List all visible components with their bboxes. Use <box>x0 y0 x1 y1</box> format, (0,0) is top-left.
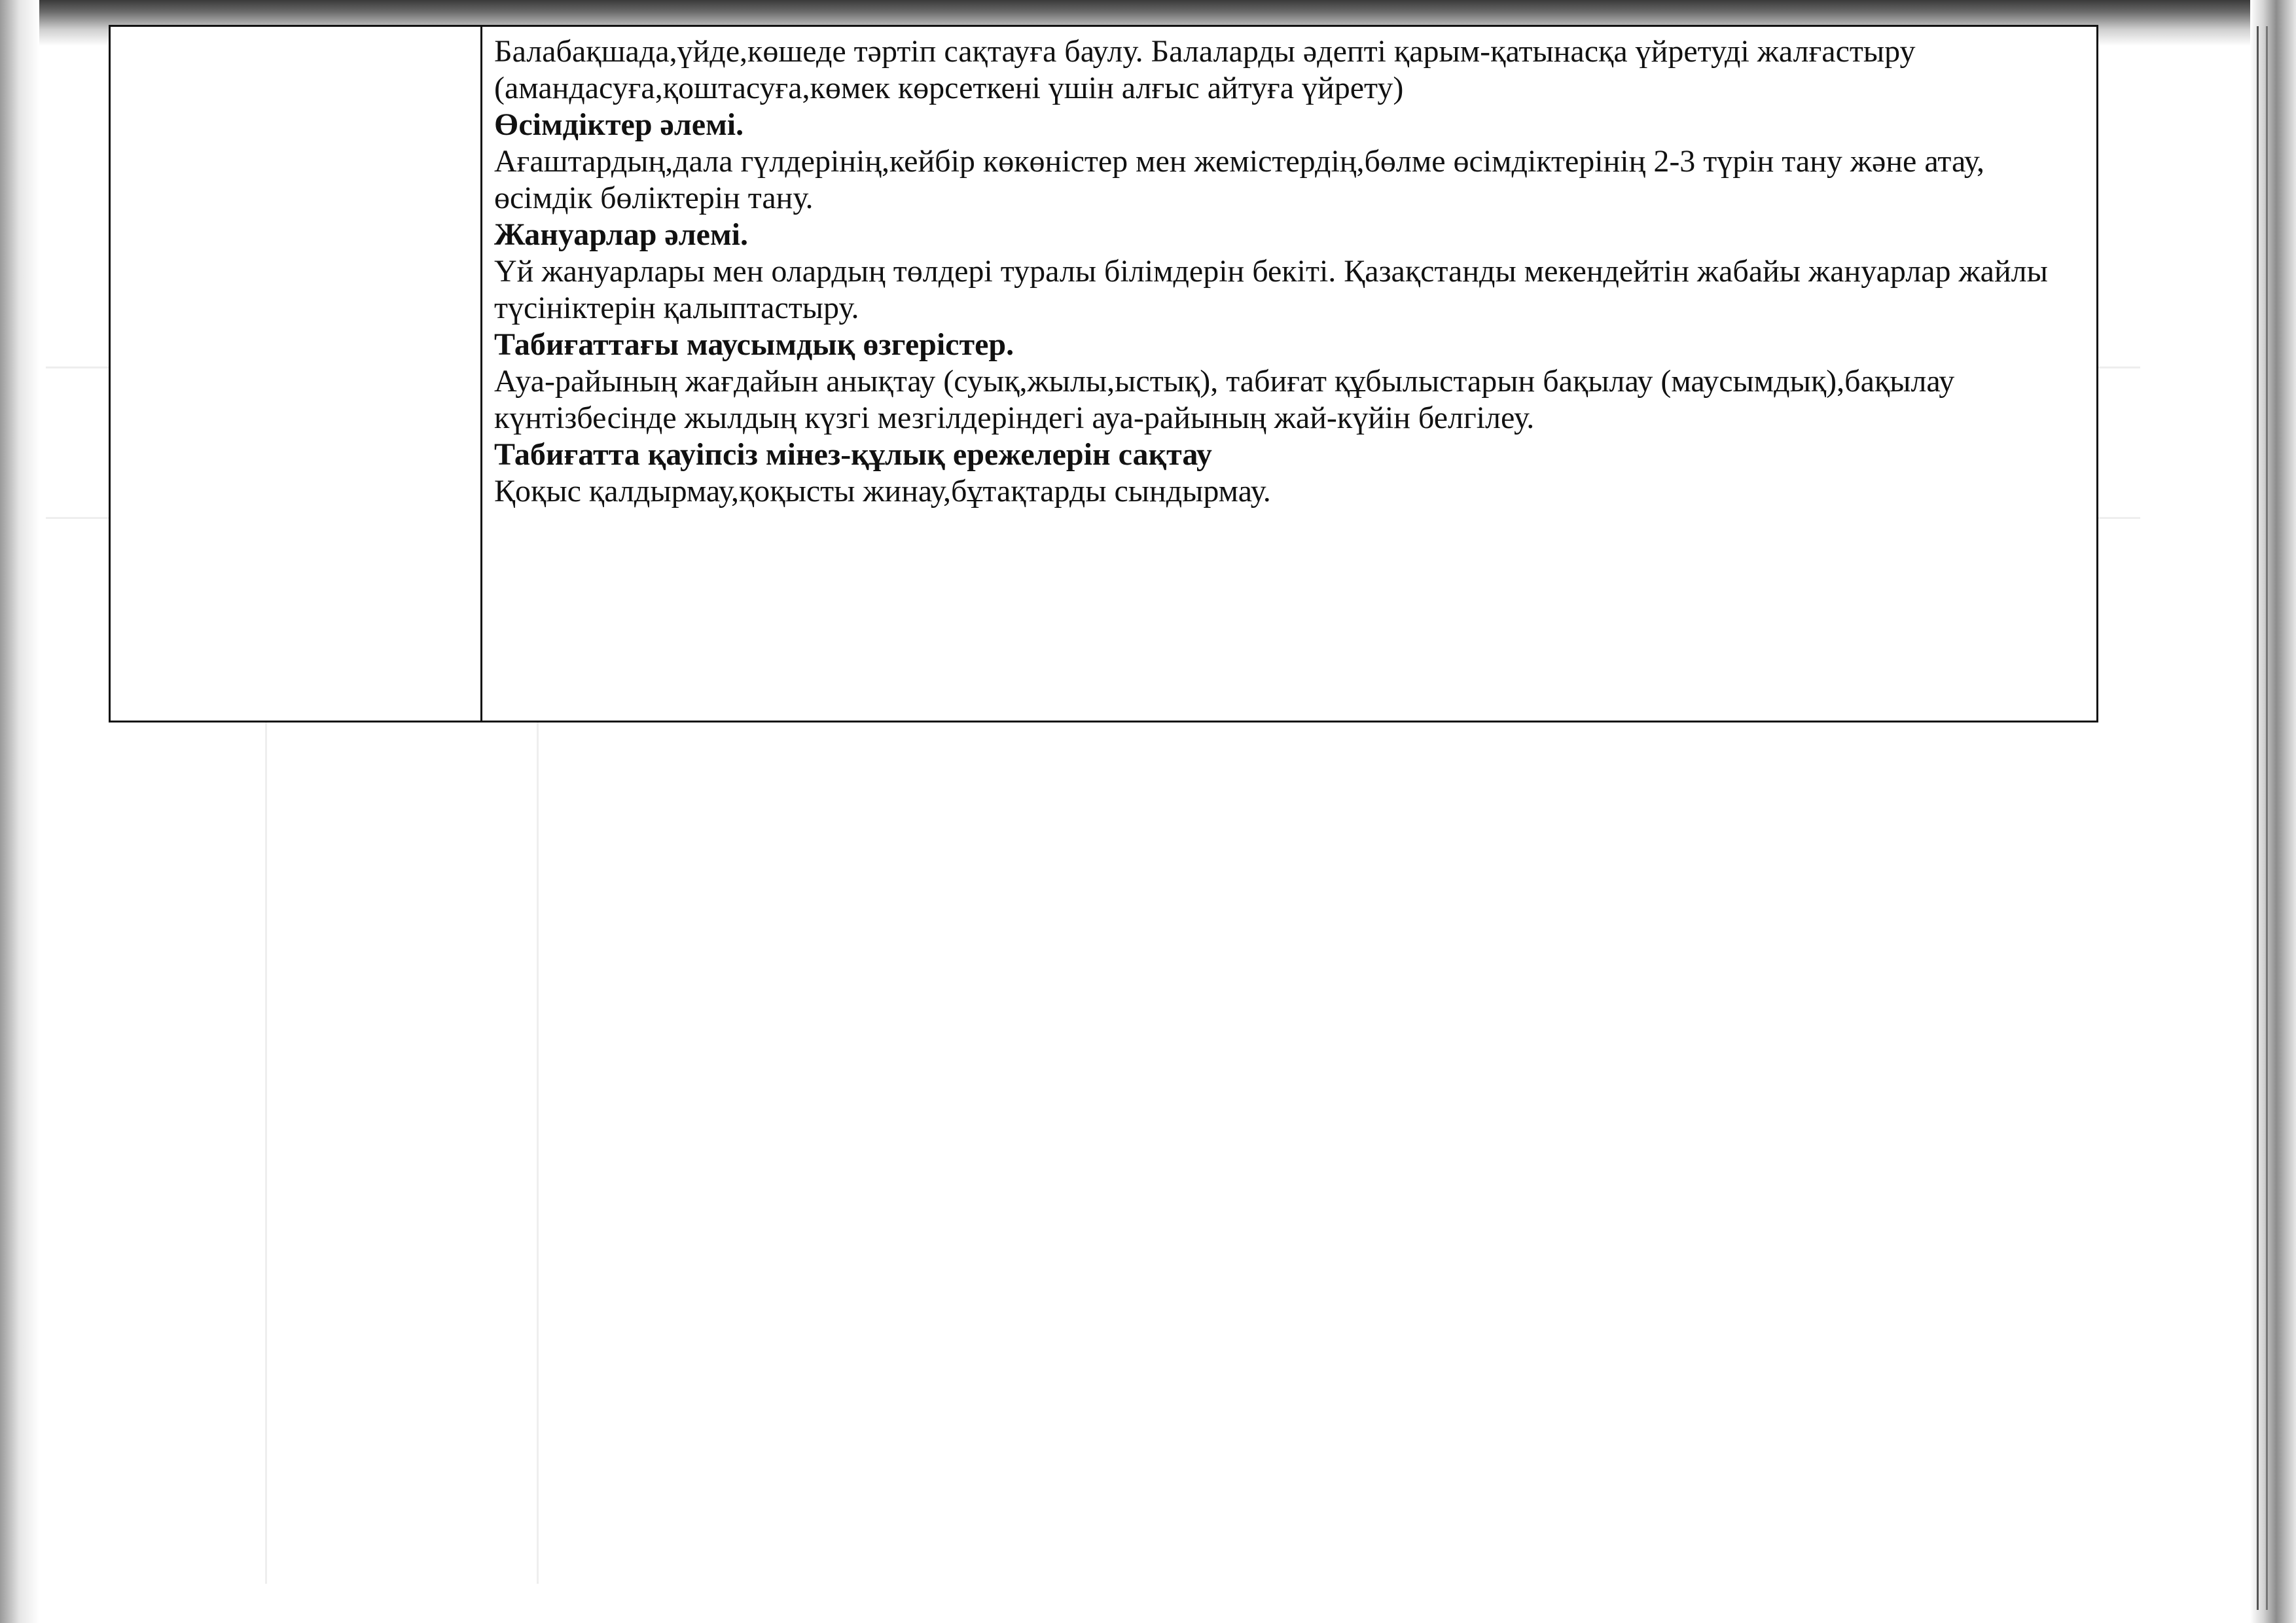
content-table <box>109 25 2098 722</box>
left-empty-cell <box>110 26 482 722</box>
section-heading-safe-behavior: Табиғатта қауіпсіз мінез-құлық ережелерін сақтау <box>494 437 1212 472</box>
section-text-seasonal-changes: Ауа-райының жағдайын анықтау (суық,жылы,ыстық), табиғат құбылыстарын бақылау (маусымдық),бақылау күнтізбесінде жылдың күзгі мезгілдеріндегі ауа-райының жай-күйін белгілеу. <box>494 364 1955 435</box>
section-heading-seasonal-changes: Табиғаттағы маусымдық өзгерістер. <box>494 327 1014 362</box>
intro-paragraph: Балабақшада,үйде,көшеде тәртіп сақтауға баулу. Балаларды әдепті қарым-қатынасқа үйретуді жалғастыру (амандасуға,қоштасуға,көмек көрсеткені үшін алғыс айтуға үйрету) <box>494 34 1916 105</box>
section-text-safe-behavior: Қоқыс қалдырмау,қоқысты жинау,бұтақтарды сындырмау. <box>494 474 1271 508</box>
content-cell <box>482 26 2098 722</box>
section-heading-plants: Өсімдіктер әлемі. <box>494 107 744 142</box>
section-text-animals: Үй жануарлары мен олардың төлдері туралы білімдерін бекіті. Қазақстанды мекендейтін жабайы жануарлар жайлы түсініктерін қалыптастыру. <box>494 254 2048 325</box>
page-edge-line <box>2257 26 2259 1610</box>
table-row <box>110 26 2098 722</box>
section-heading-animals: Жануарлар әлемі. <box>494 217 748 252</box>
scan-shadow-left <box>0 0 39 1623</box>
section-text-plants: Ағаштардың,дала гүлдерінің,кейбір көкөністер мен жемістердің,бөлме өсімдіктерінің 2-3 түрін тану және атау, өсімдік бөліктерін тану. <box>494 144 1984 215</box>
page-edge-line <box>2266 26 2268 1610</box>
